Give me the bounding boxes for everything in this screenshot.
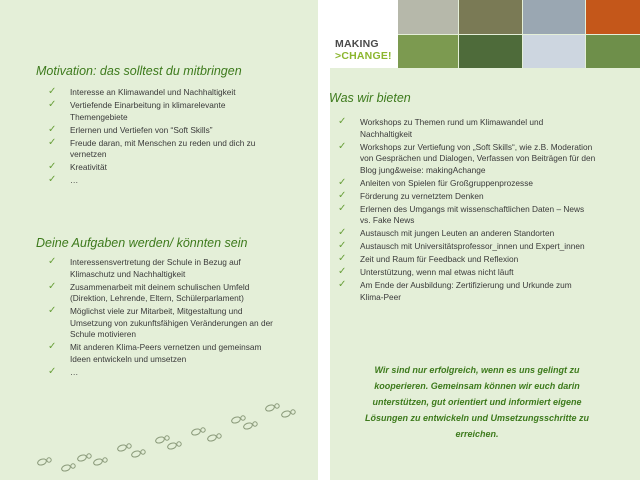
check-icon: ✓ [48,280,57,292]
bieten-item-text: Erlernen des Umgangs mit wissenschaftlichen Daten – News vs. Fake News [360,203,585,226]
motivation-item-text: Vertiefende Einarbeitung in klimarelevante Themengebiete [70,99,226,122]
aufgaben-item-text: Mit anderen Klima-Peers vernetzen und gemeinsam Ideen entwickeln und umsetzen [70,342,262,364]
bieten-item-text: Austausch mit Universitätsprofessor_innen und Expert_innen [360,241,585,252]
motivation-item-text: Erlernen und Vertiefen von “Soft Skills” [70,124,213,135]
bieten-item-text: Workshops zu Themen rund um Klimawandel und Nachhaltigkeit [360,117,544,139]
aufgaben-item-text: Zusammenarbeit mit deinem schulischen Umfeld (Direktion, Lehrende, Eltern, Schülerparlament) [70,281,250,304]
footprint-icon [243,422,253,430]
check-icon: ✓ [338,266,347,278]
check-icon: ✓ [338,189,347,201]
check-icon: ✓ [338,227,347,239]
bieten-item-text: Anleiten von Spielen für Großgruppenprozesse [360,177,533,188]
footprint-icon [275,404,279,408]
check-icon: ✓ [48,98,57,110]
check-icon: ✓ [338,279,347,291]
footprint-icon [167,442,177,450]
logo-text-change: >CHANGE! [335,50,392,62]
check-icon: ✓ [48,123,57,135]
check-icon: ✓ [338,176,347,188]
check-icon: ✓ [48,305,57,317]
closing-statement: Wir sind nur erfolgreich, wenn es uns gelingt zu kooperieren. Gemeinsam können wir euch darin unterstützen, gut orientiert und informiert eigene Lösungen zu entwickeln und Umsetzungsschritte zu erreichen. [364,365,590,439]
footprint-icon [71,464,75,468]
check-icon: ✓ [338,240,347,252]
footprint-icon [117,444,127,452]
footprint-icon [127,444,131,448]
bieten-item-text: Förderung zu vernetztem Denken [360,190,484,201]
footprint-icon [291,410,295,414]
footprint-icon [231,416,241,424]
footprint-icon [47,458,51,462]
aufgaben-item-text: … [70,366,79,377]
bieten-item-text: Unterstützung, wenn mal etwas nicht läuft [360,267,514,278]
footprint-icon [77,454,87,462]
motivation-item-text: Kreativität [70,162,107,173]
footprint-icon [281,410,291,418]
footprint-icon [165,436,169,440]
footprint-icon [155,436,165,444]
footprint-icon [141,450,145,454]
aufgaben-heading: Deine Aufgaben werden/ könnten sein [36,236,248,250]
logo-text-making: MAKING [335,38,379,50]
footprint-icon [265,404,275,412]
footprint-icon [201,428,205,432]
footprint-icon [37,458,47,466]
check-icon: ✓ [48,365,57,377]
bieten-item-text: Am Ende der Ausbildung: Zertifizierung und Urkunde zum Klima-Peer [360,280,572,302]
footprint-icon [217,434,221,438]
check-icon: ✓ [48,341,57,353]
bieten-item-text: Workshops zur Vertiefung von „Soft Skills“, wie z.B. Moderation von Gesprächen und Dialogen, Verfassen von Beiträgen für den Blog jung&weise: makingAchange [360,141,596,175]
aufgaben-item-text: Interessensvertretung der Schule in Bezug auf Klimaschutz und Nachhaltigkeit [70,257,241,279]
footprint-icon [103,458,107,462]
motivation-item-text: … [70,175,79,186]
check-icon: ✓ [48,256,57,267]
aufgaben-item-text: Möglichst viele zur Mitarbeit, Mitgestaltung und Umsetzung von zukunftsfähigen Veränderungen an der Schule motivieren [70,306,273,340]
check-icon: ✓ [338,253,347,265]
bieten-heading: Was wir bieten [329,91,411,105]
footprint-icon [61,464,71,472]
footprint-icon [191,428,201,436]
check-icon: ✓ [48,136,57,148]
check-icon: ✓ [48,161,57,173]
check-icon: ✓ [48,174,57,186]
footprint-icon [253,422,257,426]
bieten-item-text: Austausch mit jungen Leuten an anderen Standorten [360,228,555,239]
footprint-icon [93,458,103,466]
motivation-item-text: Interesse an Klimawandel und Nachhaltigkeit [70,87,236,97]
footprint-icon [87,454,91,458]
check-icon: ✓ [338,202,347,214]
motivation-item-text: Freude daran, mit Menschen zu reden und dich zu vernetzen [70,137,256,160]
motivation-heading: Motivation: das solltest du mitbringen [36,64,242,78]
check-icon: ✓ [338,140,347,152]
footprint-icon [131,450,141,458]
footprint-icon [177,442,181,446]
footprint-icon [207,434,217,442]
footprint-icon [241,416,245,420]
bieten-item-text: Zeit und Raum für Feedback und Reflexion [360,254,519,265]
check-icon: ✓ [48,86,57,97]
check-icon: ✓ [338,116,347,127]
